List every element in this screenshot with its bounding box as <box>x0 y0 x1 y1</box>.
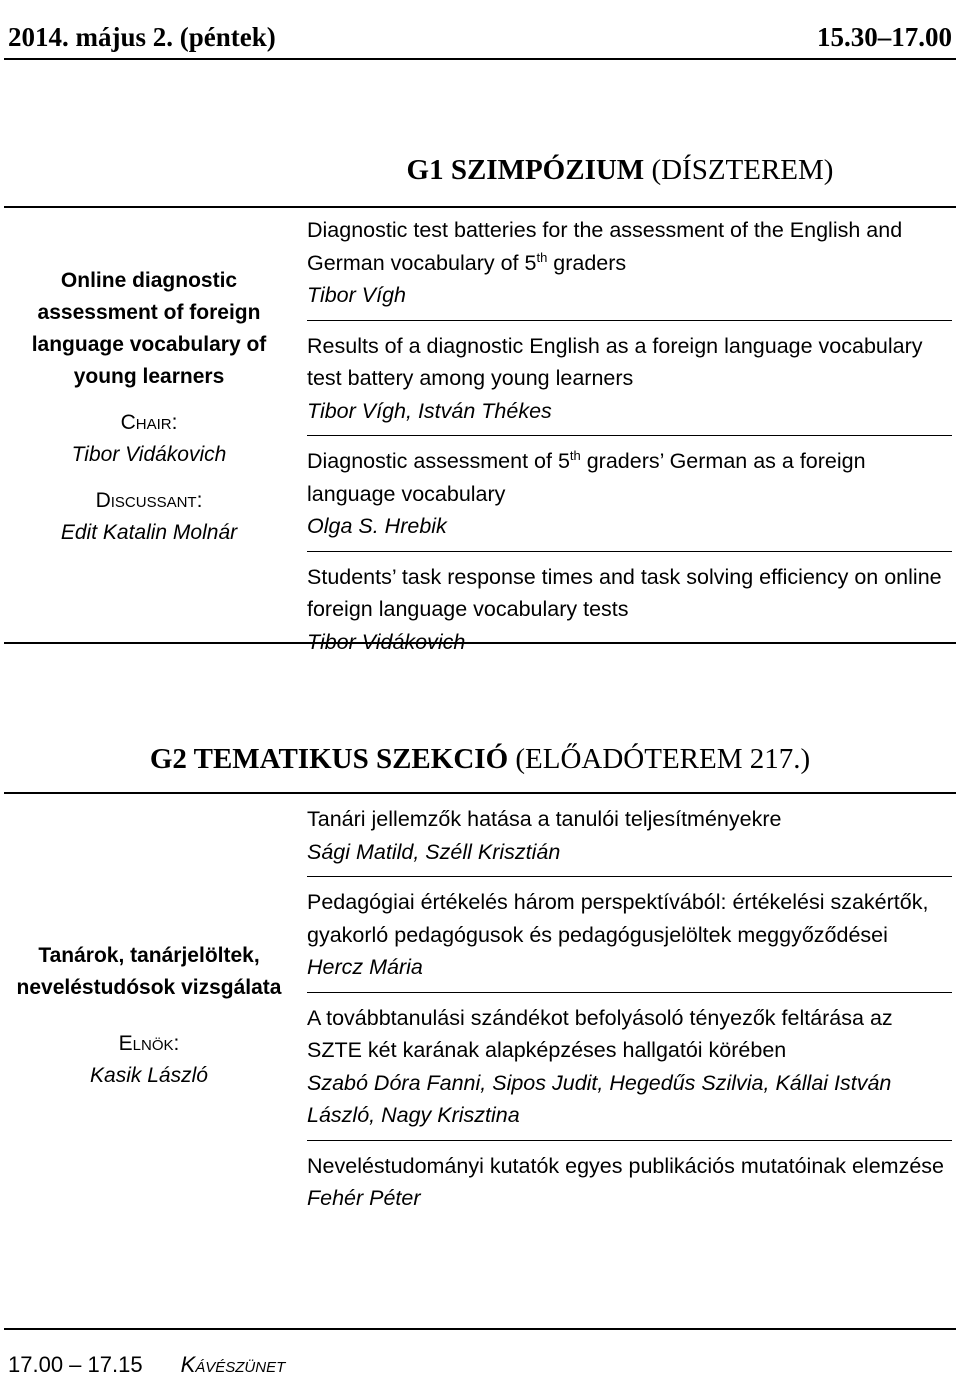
g1-code: G1 SZIMPÓZIUM <box>406 154 645 186</box>
talk-title: Diagnostic test batteries for the assessment of the English and German vocabulary of 5th graders <box>307 218 903 275</box>
talk-authors: Sági Matild, Széll Krisztián <box>307 839 561 864</box>
g2-talk-list <box>307 803 952 1232</box>
g1-discussant-label: Discussant: <box>95 489 203 512</box>
talk-title: Pedagógiai értékelés három perspektívából: értékelési szakértők, gyakorló pedagógusok és pedagógusjelöltek meggyőződései <box>307 890 929 947</box>
g2-bottom-rule <box>4 1328 956 1330</box>
g1-talk-list <box>307 214 952 675</box>
g2-room: (ELŐADÓTEREM 217.) <box>515 743 811 775</box>
header-rule <box>4 58 956 60</box>
talk-authors: Olga S. Hrebik <box>307 514 447 538</box>
talk-item <box>307 803 952 877</box>
talk-item <box>307 330 952 437</box>
g1-room: (DÍSZTEREM) <box>651 154 834 186</box>
talk-title: Students’ task response times and task solving efficiency on online foreign language vocabulary tests <box>307 564 942 621</box>
talk-authors: Szabó Dóra Fanni, Sipos Judit, Hegedűs Szilvia, Kállai István László, Nagy Krisztina <box>307 1070 892 1127</box>
g2-sidebar <box>8 940 290 1092</box>
talk-item <box>307 1150 952 1223</box>
talk-authors: Tibor Vígh <box>307 283 406 307</box>
g2-chair: Kasik László <box>90 1064 208 1087</box>
talk-authors: Hercz Mária <box>307 955 423 979</box>
talk-authors: Fehér Péter <box>307 1186 421 1210</box>
break-time: 17.00 – 17.15 <box>8 1352 143 1377</box>
g1-chair: Tibor Vidákovich <box>71 443 227 466</box>
g1-bottom-rule <box>4 642 956 644</box>
g2-heading <box>40 743 920 776</box>
g2-code: G2 TEMATIKUS SZEKCIÓ <box>149 743 509 775</box>
talk-item <box>307 214 952 321</box>
g1-title: Online diagnostic assessment of foreign language vocabulary of young learners <box>31 269 267 388</box>
session-time: 15.30–17.00 <box>817 22 952 52</box>
g1-top-rule <box>4 206 956 208</box>
talk-title: A továbbtanulási szándékot befolyásoló tényezők feltárása az SZTE két karának alapképzéses hallgatói körében <box>307 1005 893 1062</box>
session-date: 2014. május 2. (péntek) <box>8 22 276 52</box>
g2-chair-label: Elnök: <box>118 1032 180 1055</box>
break-label: Kávészünet <box>180 1352 286 1377</box>
g1-chair-label: Chair: <box>120 411 178 434</box>
talk-item <box>307 561 952 667</box>
talk-title: Diagnostic assessment of 5th graders’ German as a foreign language vocabulary <box>307 447 866 506</box>
talk-title: Tanári jellemzők hatása a tanulói teljesítményekre <box>307 807 782 831</box>
talk-item <box>307 886 952 993</box>
footer <box>8 1352 285 1378</box>
talk-item <box>307 445 952 552</box>
talk-item <box>307 1002 952 1141</box>
g2-title: Tanárok, tanárjelöltek, neveléstudósok vizsgálata <box>16 944 282 999</box>
g1-discussant: Edit Katalin Molnár <box>60 521 238 544</box>
talk-title: Results of a diagnostic English as a foreign language vocabulary test battery among young learners <box>307 333 923 390</box>
talk-authors: Tibor Vígh, István Thékes <box>307 398 552 423</box>
talk-title: Neveléstudományi kutatók egyes publikációs mutatóinak elemzése <box>307 1153 944 1178</box>
g1-sidebar <box>8 265 290 549</box>
talk-authors: Tibor Vidákovich <box>307 629 466 654</box>
g1-heading <box>300 154 940 187</box>
g2-top-rule <box>4 792 956 794</box>
